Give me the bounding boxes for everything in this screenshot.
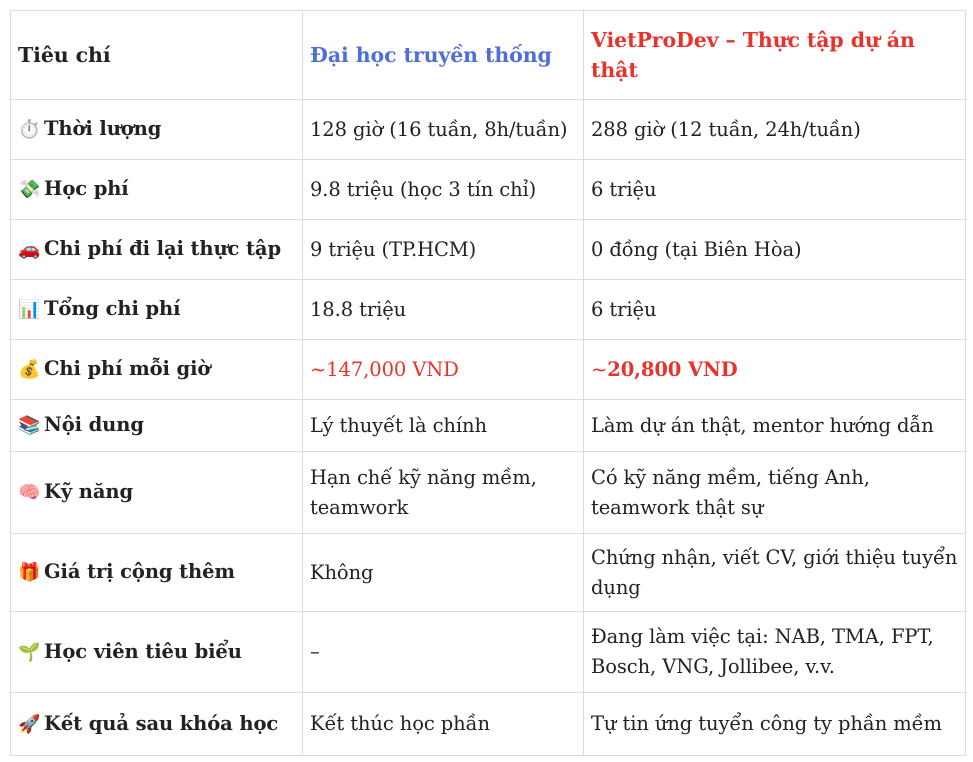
rocket-icon: 🚀 bbox=[18, 713, 41, 735]
books-icon: 📚 bbox=[18, 415, 41, 436]
gift-icon: 🎁 bbox=[18, 562, 41, 583]
vietprodev-cell: Chứng nhận, viết CV, giới thiệu tuyển dụng bbox=[584, 534, 966, 612]
vietprodev-cell: 0 đồng (tại Biên Hòa) bbox=[584, 220, 966, 280]
cost-per-hour-value: 20,800 VND bbox=[607, 357, 738, 381]
vietprodev-cell: 6 triệu bbox=[584, 280, 966, 340]
money-with-wings-icon: 💸 bbox=[18, 179, 41, 200]
header-row bbox=[11, 11, 966, 100]
criterion-label: Giá trị cộng thêm bbox=[44, 560, 235, 583]
criterion-label: Học viên tiêu biểu bbox=[44, 639, 242, 663]
comparison-table bbox=[10, 10, 966, 756]
criterion-cell bbox=[11, 340, 303, 400]
header-vietprodev: VietProDev – Thực tập dự án thật bbox=[584, 11, 966, 100]
vietprodev-cell: Tự tin ứng tuyển công ty phần mềm bbox=[584, 693, 966, 756]
criterion-label: Nội dung bbox=[44, 413, 144, 436]
criterion-label: Thời lượng bbox=[44, 117, 162, 140]
university-cell: – bbox=[303, 612, 584, 693]
table-row bbox=[11, 612, 966, 693]
table-row bbox=[11, 280, 966, 340]
brain-icon: 🧠 bbox=[18, 482, 41, 503]
table-row bbox=[11, 220, 966, 280]
criterion-cell bbox=[11, 693, 303, 756]
table-row bbox=[11, 693, 966, 756]
stopwatch-icon: ⏱️ bbox=[18, 119, 41, 140]
vietprodev-cell: Có kỹ năng mềm, tiếng Anh, teamwork thật sự bbox=[584, 452, 966, 534]
vietprodev-cell: Đang làm việc tại: NAB, TMA, FPT, Bosch, VNG, Jollibee, v.v. bbox=[584, 612, 966, 693]
car-icon: 🚗 bbox=[18, 239, 41, 260]
criterion-label: Học phí bbox=[44, 177, 129, 200]
header-university: Đại học truyền thống bbox=[303, 11, 584, 100]
university-cell: Không bbox=[303, 534, 584, 612]
criterion-label: Kỹ năng bbox=[44, 480, 133, 503]
seedling-icon: 🌱 bbox=[18, 641, 41, 663]
criterion-cell bbox=[11, 452, 303, 534]
vietprodev-cell: 288 giờ (12 tuần, 24h/tuần) bbox=[584, 100, 966, 160]
criterion-cell bbox=[11, 100, 303, 160]
table-row bbox=[11, 452, 966, 534]
criterion-cell bbox=[11, 160, 303, 220]
criterion-cell bbox=[11, 534, 303, 612]
vietprodev-cell: Làm dự án thật, mentor hướng dẫn bbox=[584, 400, 966, 452]
table-row bbox=[11, 100, 966, 160]
criterion-cell bbox=[11, 612, 303, 693]
criterion-cell bbox=[11, 220, 303, 280]
university-cell: 18.8 triệu bbox=[303, 280, 584, 340]
university-cell: Hạn chế kỹ năng mềm, teamwork bbox=[303, 452, 584, 534]
university-cell: ~147,000 VND bbox=[303, 340, 584, 400]
criterion-label: Chi phí đi lại thực tập bbox=[44, 237, 281, 260]
table-row bbox=[11, 160, 966, 220]
university-cell: Lý thuyết là chính bbox=[303, 400, 584, 452]
header-criteria: Tiêu chí bbox=[11, 11, 303, 100]
vietprodev-cell: 6 triệu bbox=[584, 160, 966, 220]
university-cell: 128 giờ (16 tuần, 8h/tuần) bbox=[303, 100, 584, 160]
table-row bbox=[11, 400, 966, 452]
vietprodev-cell bbox=[584, 340, 966, 400]
table-row bbox=[11, 534, 966, 612]
criterion-cell bbox=[11, 400, 303, 452]
university-cell: 9 triệu (TP.HCM) bbox=[303, 220, 584, 280]
criterion-label: Kết quả sau khóa học bbox=[44, 711, 279, 735]
university-cell: 9.8 triệu (học 3 tín chỉ) bbox=[303, 160, 584, 220]
criterion-cell bbox=[11, 280, 303, 340]
bar-chart-icon: 📊 bbox=[18, 299, 41, 320]
approx-prefix: ~ bbox=[591, 357, 608, 381]
money-bag-icon: 💰 bbox=[18, 359, 41, 380]
university-cell: Kết thúc học phần bbox=[303, 693, 584, 756]
table-row bbox=[11, 340, 966, 400]
criterion-label: Tổng chi phí bbox=[44, 297, 181, 320]
criterion-label: Chi phí mỗi giờ bbox=[44, 357, 211, 380]
